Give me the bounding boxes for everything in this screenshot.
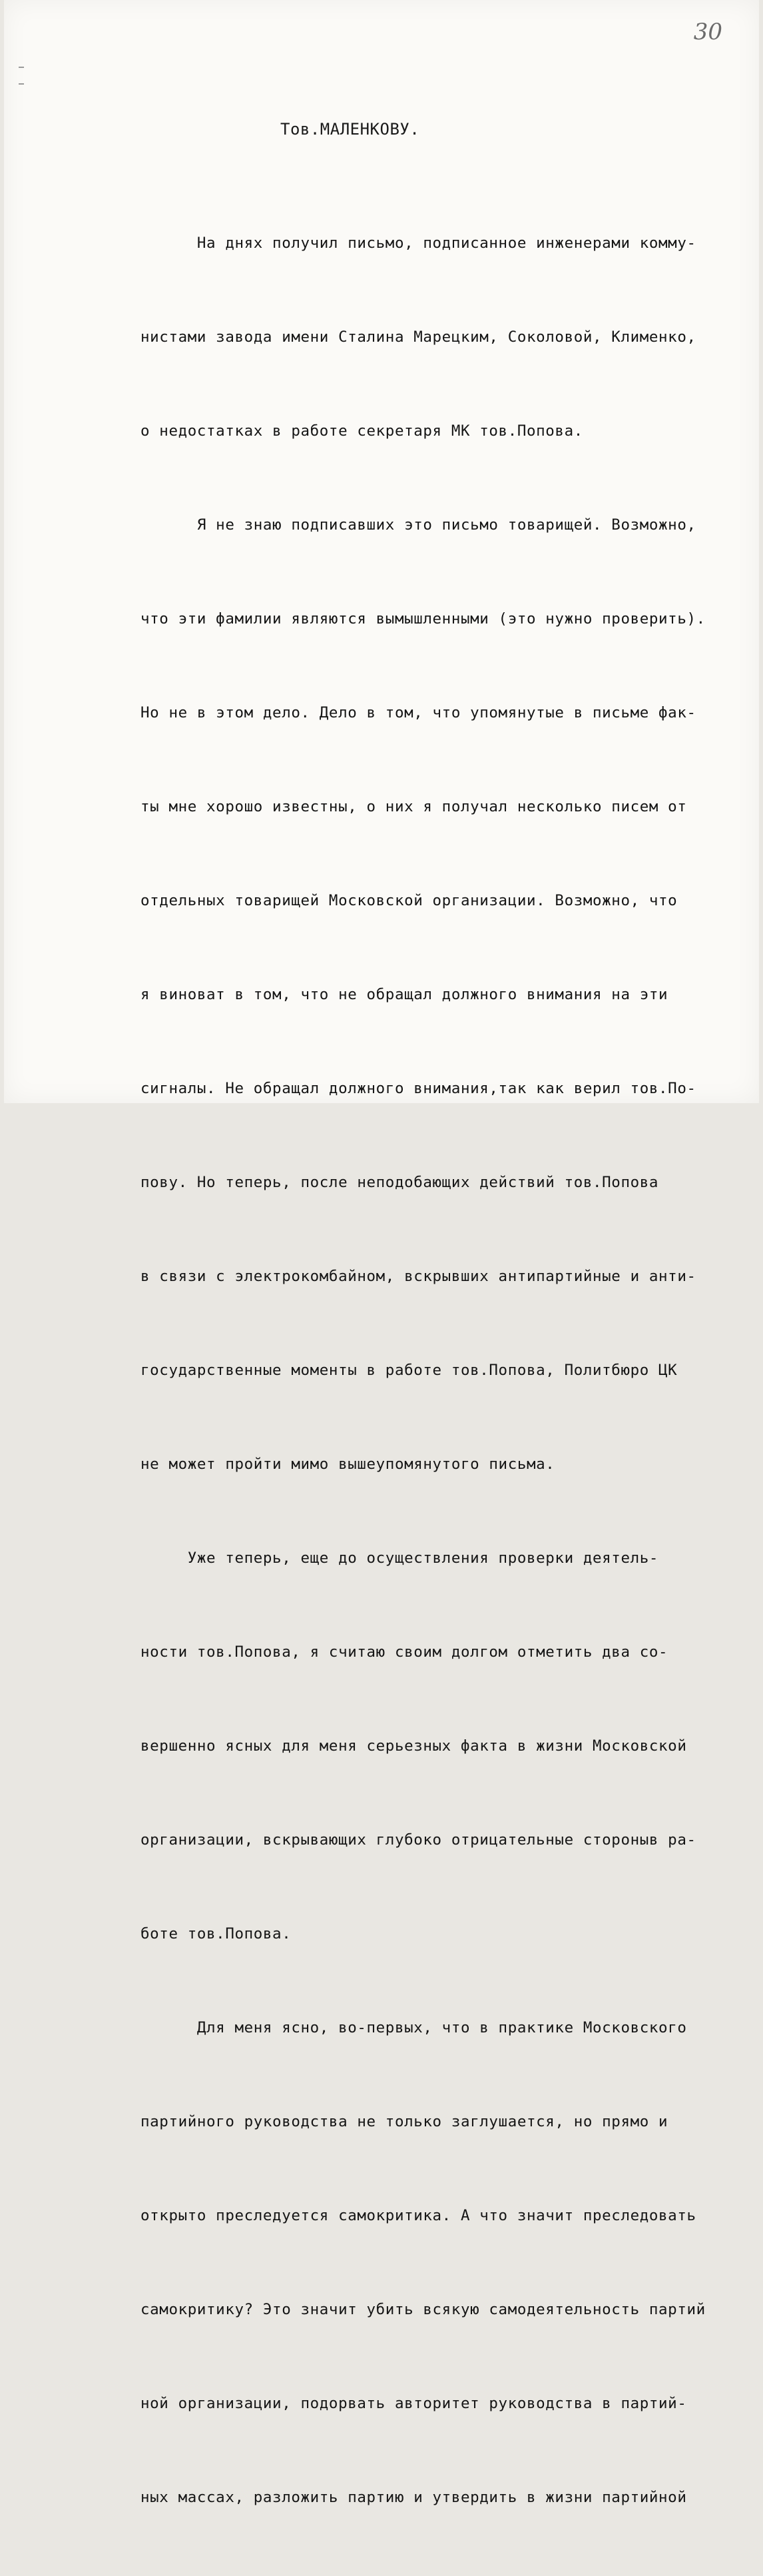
text-line: сигналы. Не обращал должного внимания,так как верил тов.По- xyxy=(140,1080,696,1097)
text-line: в связи с электрокомбайном, вскрывших антипартийные и анти- xyxy=(140,1268,696,1285)
text-line: что эти фамилии являются вымышленными (это нужно проверить). xyxy=(140,610,706,628)
text-line: Уже теперь, еще до осуществления проверки деятель- xyxy=(140,1549,659,1567)
text-line: вершенно ясных для меня серьезных факта в жизни Московской xyxy=(140,1737,687,1755)
text-line: Но не в этом дело. Дело в том, что упомянутые в письме фак- xyxy=(140,704,696,721)
text-line: открыто преследуется самокритика. А что значит преследовать xyxy=(140,2207,696,2224)
text-line: о недостатках в работе секретаря МК тов.Попова. xyxy=(140,422,583,440)
letter-addressee: Тов.МАЛЕНКОВУ. xyxy=(280,120,420,139)
text-line: Для меня ясно, во-первых, что в практике Московского xyxy=(140,2019,687,2036)
text-line: самокритику? Это значит убить всякую самодеятельность партий xyxy=(140,2301,706,2318)
text-line: Я не знаю подписавших это письмо товарищей. Возможно, xyxy=(140,516,696,534)
text-line: организации, вскрывающих глубоко отрицательные стороныв ра- xyxy=(140,1831,696,1849)
text-line: государственные моменты в работе тов.Попова, Политбюро ЦК xyxy=(140,1362,678,1379)
page-number: 30 xyxy=(693,19,722,45)
text-line: партийного руководства не только заглушается, но прямо и xyxy=(140,2113,668,2130)
binding-hole-mark xyxy=(19,83,24,85)
text-line: На днях получил письмо, подписанное инженерами комму- xyxy=(140,234,696,252)
text-line: боте тов.Попова. xyxy=(140,1925,292,1942)
text-line: не может пройти мимо вышеупомянутого письма. xyxy=(140,1456,555,1473)
binding-hole-mark xyxy=(19,67,24,68)
document-page xyxy=(4,0,759,2506)
text-line: ности тов.Попова, я считаю своим долгом отметить два со- xyxy=(140,1643,668,1661)
text-line: я виноват в том, что не обращал должного внимания на эти xyxy=(140,986,668,1003)
text-line: ной организации, подорвать авторитет руководства в партий- xyxy=(140,2395,687,2412)
letter-body xyxy=(140,165,740,2576)
text-line: нистами завода имени Сталина Марецким, Соколовой, Клименко, xyxy=(140,328,696,346)
text-line: ных массах, разложить партию и утвердить в жизни партийной xyxy=(140,2489,687,2506)
text-line: ты мне хорошо известны, о них я получал несколько писем от xyxy=(140,798,687,815)
text-line: пову. Но теперь, после неподобающих действий тов.Попова xyxy=(140,1174,659,1191)
text-line: отдельных товарищей Московской организации. Возможно, что xyxy=(140,892,678,909)
